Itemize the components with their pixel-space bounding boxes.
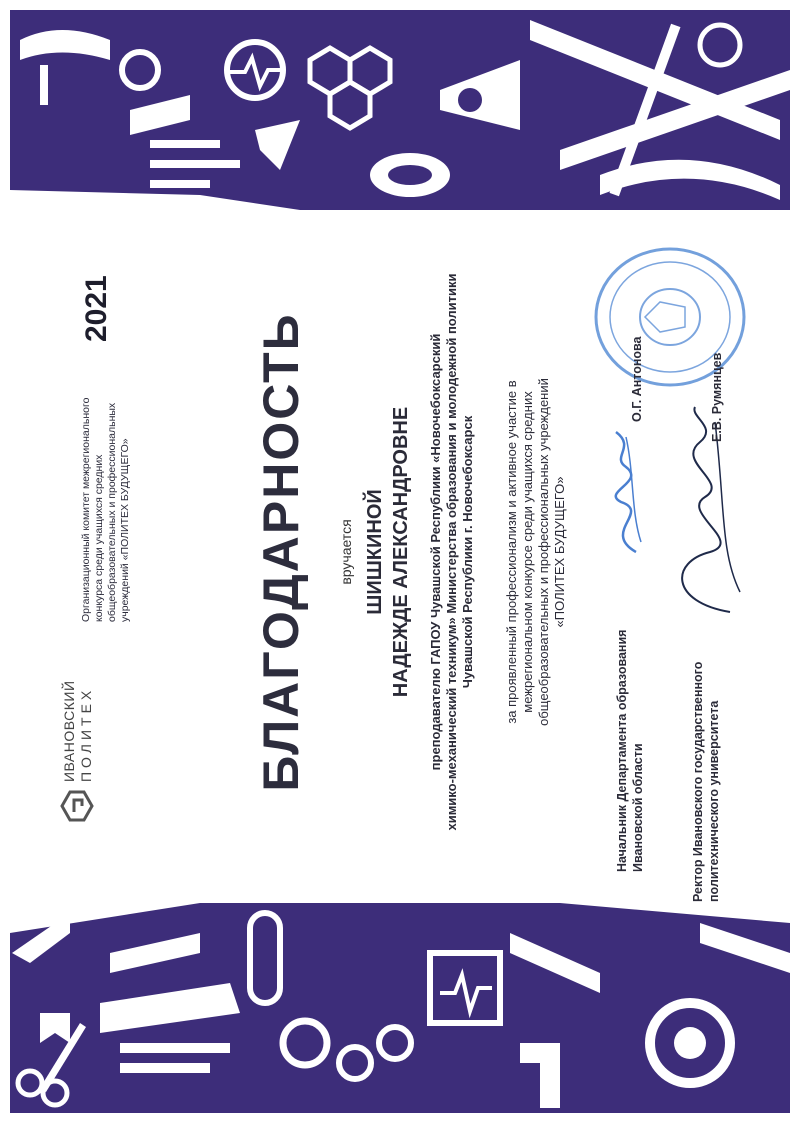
certificate-title: БЛАГОДАРНОСТЬ — [253, 312, 309, 792]
position-line1: преподавателю ГАПОУ Чувашской Республики «Новочебоксарский — [428, 333, 443, 771]
signature2-mark — [660, 402, 750, 622]
reason-line4: «ПОЛИТЕХ БУДУЩЕГО» — [552, 476, 567, 628]
recipient-position — [428, 232, 476, 872]
politech-logo-icon — [60, 790, 94, 822]
logo-text-line1: ИВАНОВСКИЙ — [61, 680, 77, 782]
signer1-name: О.Г. Антонова — [630, 336, 644, 422]
recipient-surname: ШИШКИНОЙ — [364, 489, 386, 615]
signer1-title-line1: Начальник Департамента образования — [615, 629, 629, 872]
signer2-name: Е.В. Румянцев — [710, 352, 724, 442]
institution-logo — [58, 662, 118, 822]
signer1-title-line2: Ивановской области — [631, 743, 645, 872]
organizer-text — [80, 342, 132, 622]
signer2-title — [690, 602, 722, 902]
position-line3: Чувашской Республики г. Новочебоксарск — [460, 415, 475, 689]
organizer-line2: конкурса среди учащихся средних — [93, 454, 105, 622]
signer2-title-line2: политехнического университета — [707, 700, 721, 902]
logo-text-line2: ПОЛИТЕХ — [78, 686, 94, 782]
signer1-title — [614, 612, 646, 872]
certificate-year: 2021 — [80, 275, 113, 342]
signature1-mark — [596, 422, 656, 562]
reason-line3: общеобразовательных и профессиональных учреждений — [536, 378, 551, 726]
presented-label: вручается — [338, 519, 354, 585]
signer2-title-line1: Ректор Ивановского государственного — [691, 661, 705, 902]
organizer-line4: учреждений «ПОЛИТЕХ БУДУЩЕГО» — [119, 438, 131, 622]
position-line2: химико-механический техникум» Министерства образования и молодежной политики — [444, 273, 459, 831]
reason-line1: за проявленный профессионализм и активное участие в — [504, 380, 519, 724]
reason-line2: межрегиональном конкурсе среди учащихся средних — [520, 391, 535, 713]
official-seal-stamp — [590, 242, 750, 392]
organizer-line3: общеобразовательных и профессиональных — [106, 402, 118, 622]
organizer-line1: Организационный комитет межрегионального — [80, 397, 92, 622]
award-reason — [504, 242, 568, 862]
recipient-given-names: НАДЕЖДЕ АЛЕКСАНДРОВНЕ — [390, 406, 412, 698]
